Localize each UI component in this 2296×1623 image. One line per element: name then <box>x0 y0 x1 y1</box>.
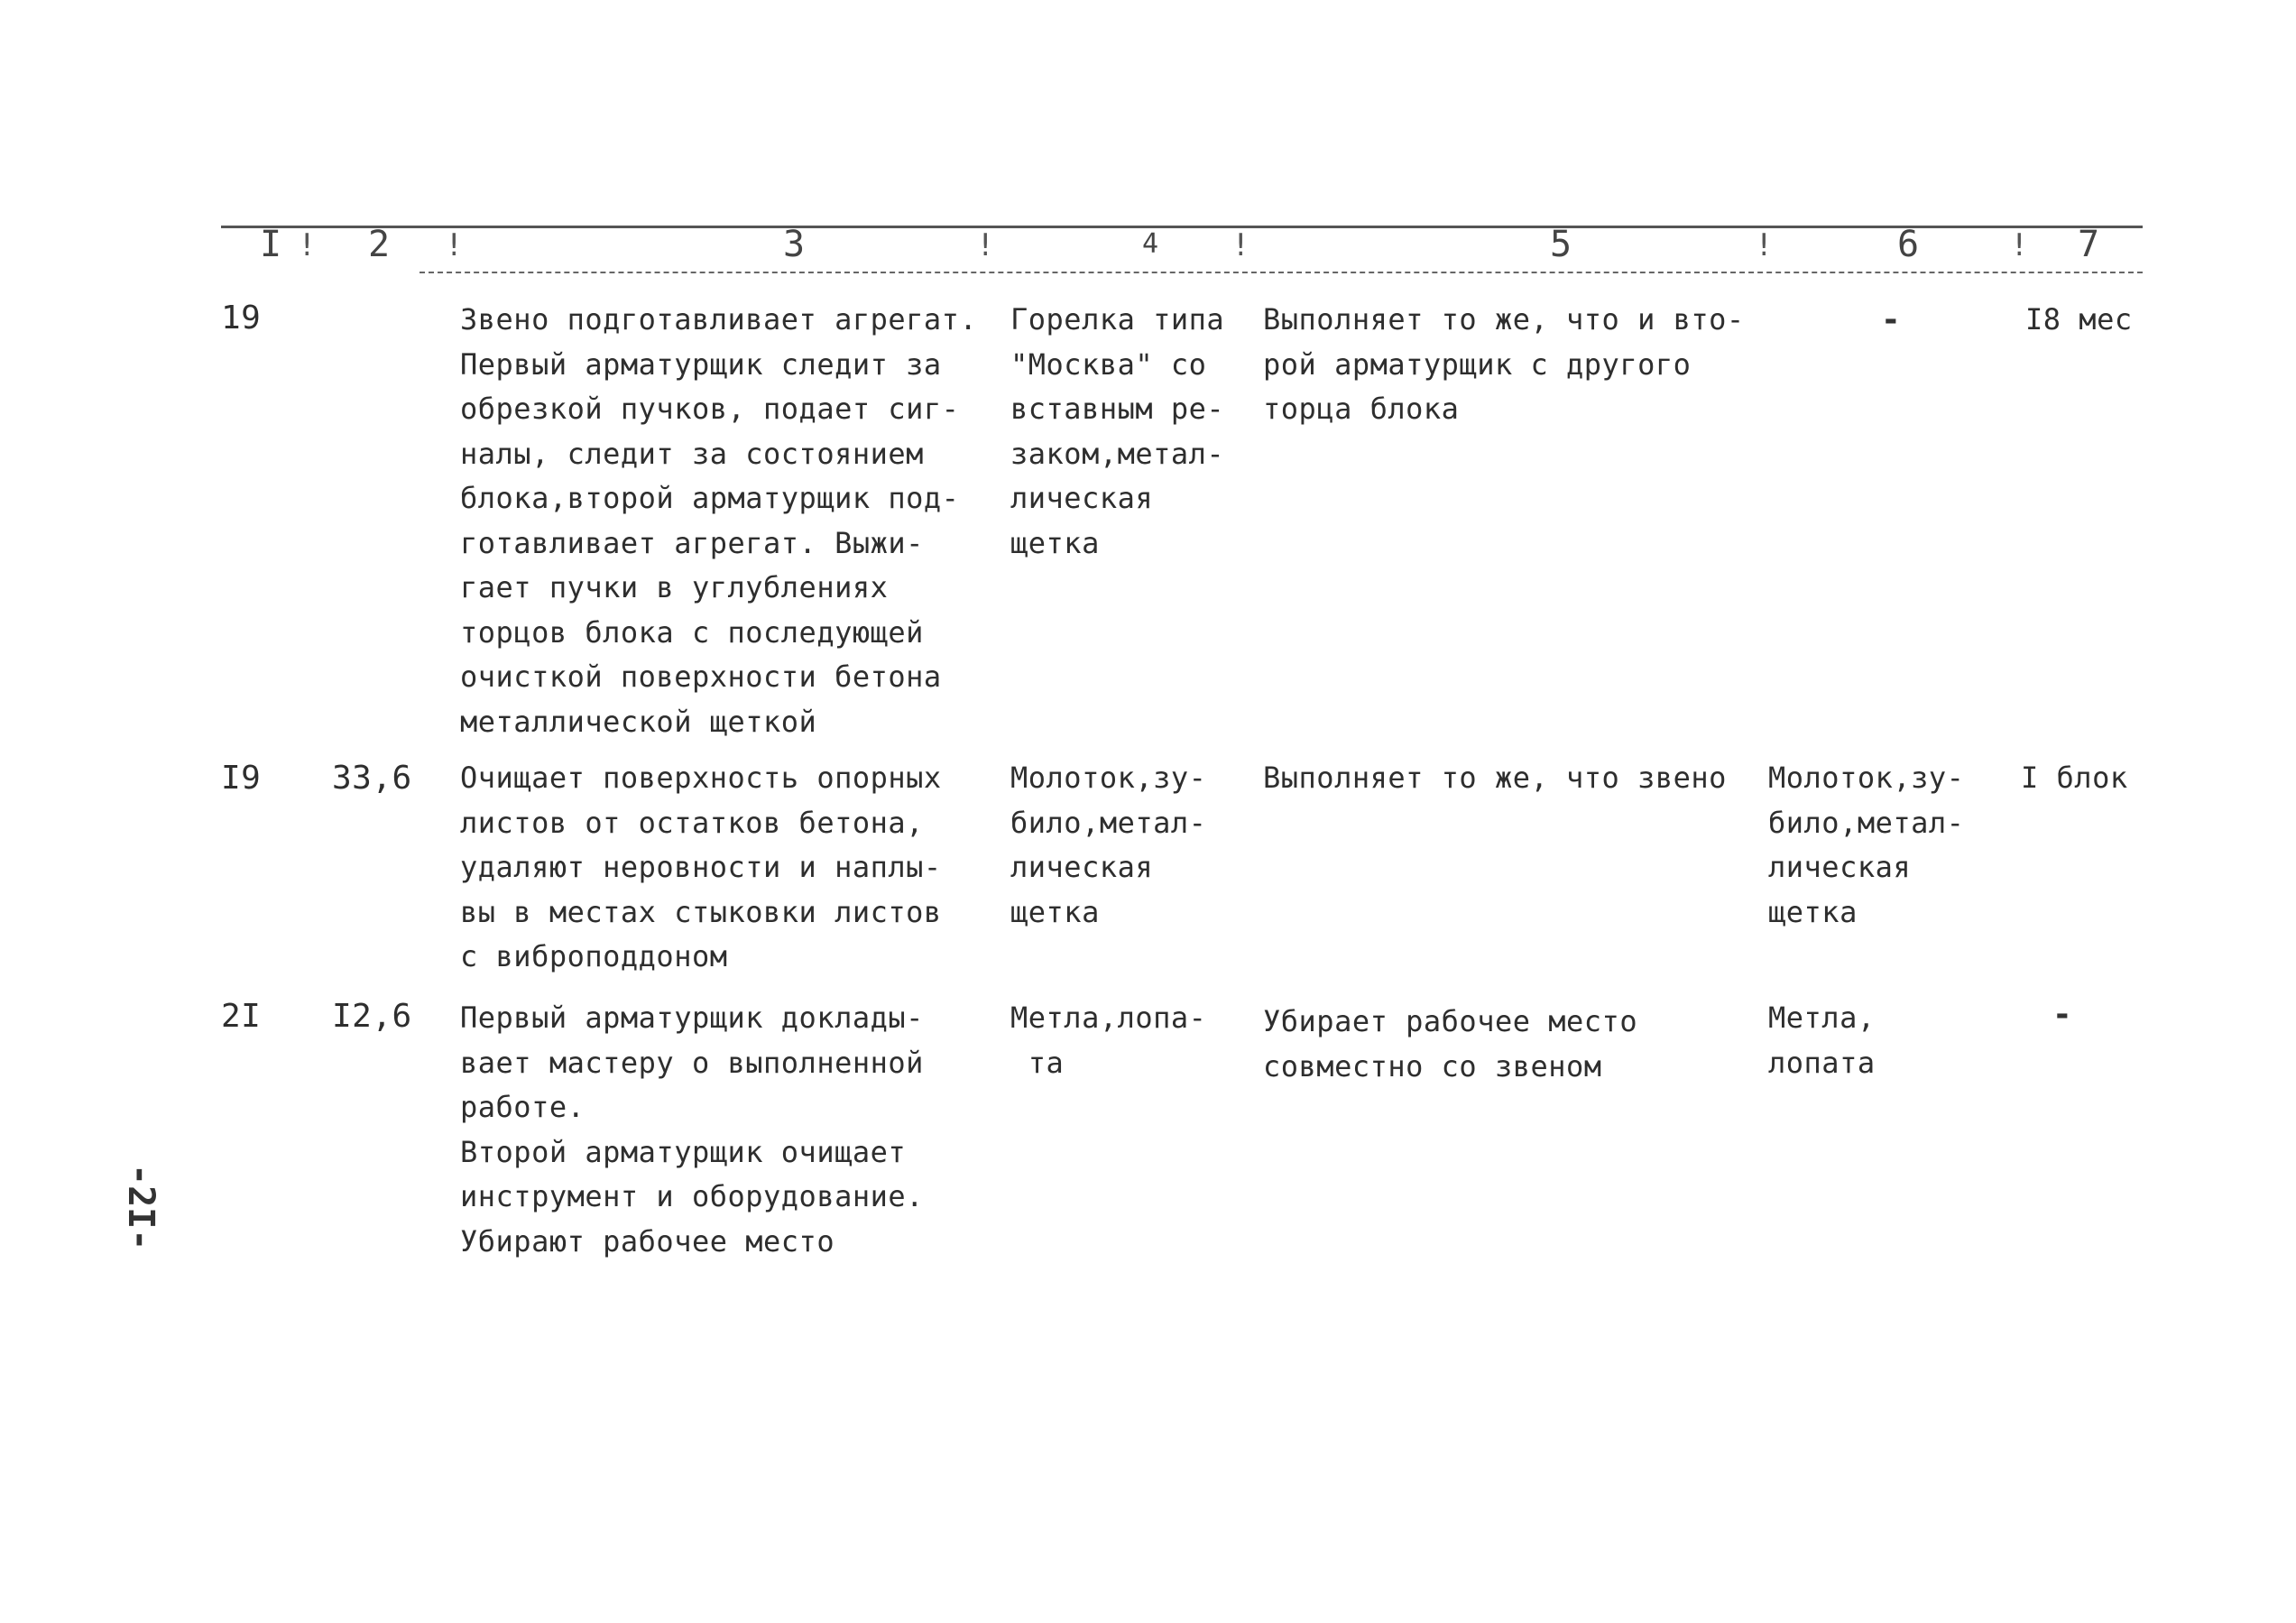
header-separator: ! <box>445 227 464 263</box>
header-separator: ! <box>976 227 995 263</box>
header-col-4: 4 <box>1141 228 1159 260</box>
row-1-col-1: 19 <box>221 300 262 337</box>
row-3-col-3: Первый арматурщик доклады- вает мастеру о выполненной работе. Второй арматурщик очищает инструмент и оборудование. Убирают рабочее место <box>460 1001 924 1259</box>
header-bottom-rule <box>420 272 2143 273</box>
row-2-col-6: Молоток,зу- било,метал- лическая щетка <box>1768 761 1965 929</box>
row-3-col-1: 2I <box>221 998 262 1035</box>
header-col-5: 5 <box>1549 224 1572 265</box>
header-col-3: 3 <box>782 224 806 265</box>
header-col-6: 6 <box>1896 224 1920 265</box>
row-1-col-4: Горелка типа "Москва" со вставным ре- заком,метал- лическая щетка <box>1010 302 1225 560</box>
row-2-col-1: I9 <box>221 760 262 797</box>
header-separator: ! <box>2010 227 2029 263</box>
header-top-rule <box>221 226 2143 228</box>
row-3-col-4: Метла,лопа- та <box>1010 1001 1207 1080</box>
row-2-col-5: Выполняет то же, что звено <box>1263 761 1727 795</box>
row-2-col-3: Очищает поверхность опорных листов от остатков бетона, удаляют неровности и наплы- вы в местах стыковки листов с виброподдоном <box>460 761 942 973</box>
row-2-col-4: Молоток,зу- било,метал- лическая щетка <box>1010 761 1207 929</box>
row-3-col-6: Метла, лопата <box>1768 1001 1876 1080</box>
header-separator: ! <box>1231 227 1250 263</box>
row-1-col-5: Выполняет то же, что и вто- рой арматурщик с другого торца блока <box>1263 302 1745 426</box>
header-separator: ! <box>1755 227 1774 263</box>
row-1-col-7: I8 мес <box>2025 302 2133 337</box>
header-separator: ! <box>298 227 317 263</box>
row-3-col-5: Убирает рабочее место совместно со звеном <box>1263 1004 1638 1084</box>
header-col-1: I <box>259 224 282 265</box>
row-1-col-3: Звено подготавливает агрегат. Первый арматурщик следит за обрезкой пучков, подает сиг- налы, следит за состоянием блока,второй арматурщик под- готавливает агрегат. Выжи- гает пучки в углублениях торцов блока с последующей очисткой поверхности бетона металлической щеткой <box>460 302 978 739</box>
header-col-2: 2 <box>367 224 391 265</box>
row-2-col-2: 33,6 <box>332 760 412 797</box>
row-3-col-7: - <box>2052 996 2072 1033</box>
row-2-col-7: I блок <box>2021 761 2128 795</box>
row-3-col-2: I2,6 <box>332 998 412 1035</box>
page-number: -2I- <box>120 1164 161 1251</box>
header-col-7: 7 <box>2077 224 2100 265</box>
row-1-col-6: - <box>1881 301 1901 338</box>
